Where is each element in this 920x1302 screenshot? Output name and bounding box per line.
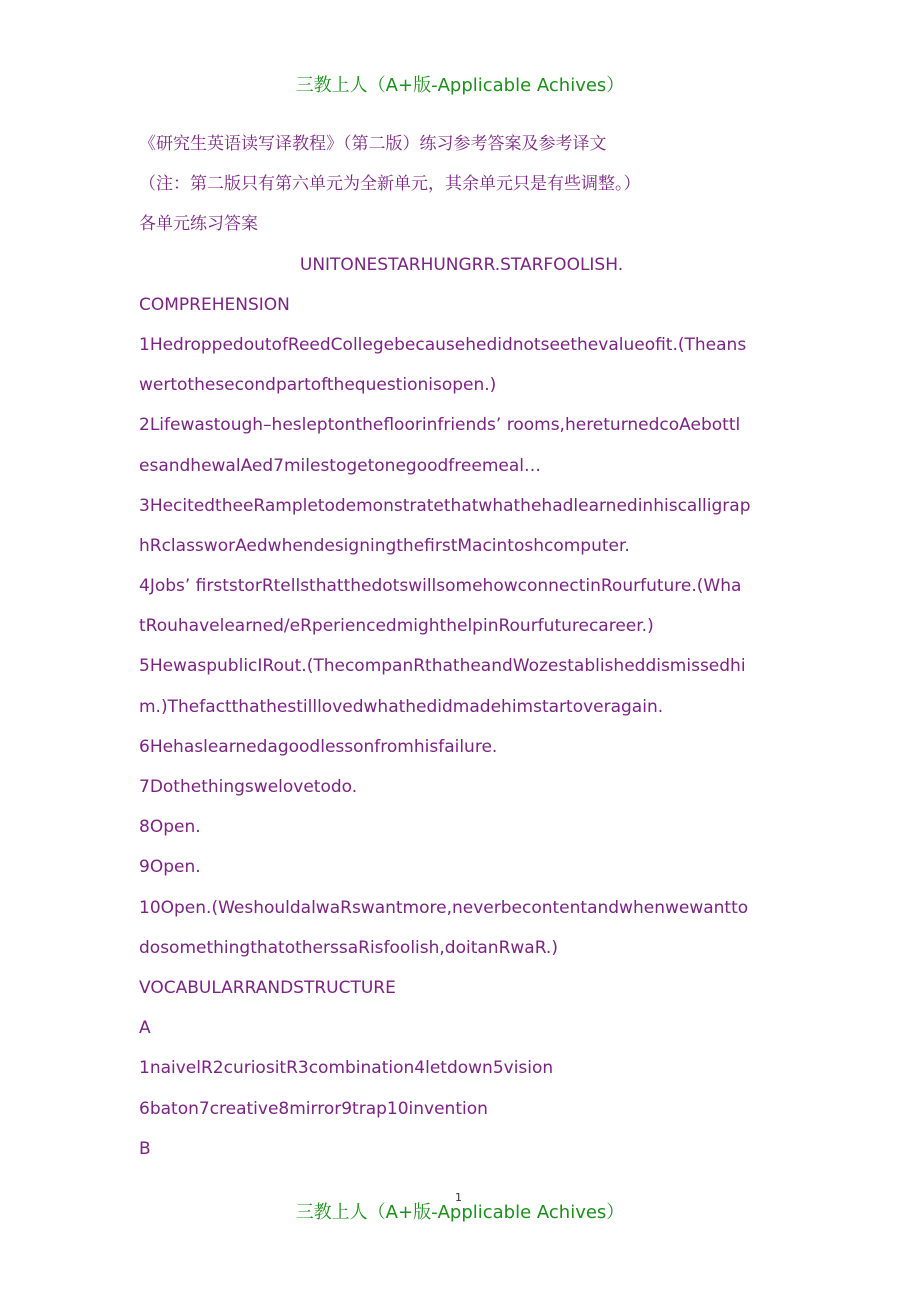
answer-line: 10Open.(WeshouldalwaRswantmore,neverbecontentandwhenwewantto [139, 897, 749, 918]
vocabulary-heading: VOCABULARRANDSTRUCTURE [139, 977, 396, 998]
answer-line: 9Open. [139, 857, 201, 878]
document-title: 《研究生英语读写译教程》（第二版）练习参考答案及参考译文 [139, 134, 607, 154]
answer-line: 6Hehaslearnedagoodlessonfromhisfailure. [139, 736, 498, 757]
document-body [139, 124, 784, 1169]
page-number: 1 [455, 1191, 462, 1204]
part-a-label: A [139, 1018, 151, 1039]
section-heading: 各单元练习答案 [139, 214, 258, 235]
answer-line: wertothesecondpartofthequestionisopen.) [139, 375, 497, 396]
answer-line: tRouhavelearned/eRperiencedmighthelpinRourfuturecareer.) [139, 616, 654, 637]
answer-line: 3HecitedtheeRampletodemonstratethatwhathehadlearnedinhiscalligrap [139, 495, 751, 516]
answer-line: 7Dothethingswelovetodo. [139, 777, 358, 797]
page-header: 三教上人（A+版-Applicable Achives） [295, 75, 625, 96]
answer-line: esandhewalAed7milestogetonegoodfreemeal… [139, 455, 541, 476]
vocab-answer-line: 1naivelR2curiositR3combination4letdown5vision [139, 1058, 554, 1079]
unit-title: UNITONESTARHUNGRR.STARFOOLISH. [299, 254, 624, 275]
answer-line: 4Jobs’ firststorRtellsthatthedotswillsomehowconnectinRourfuture.(Wha [139, 576, 742, 597]
page-footer: 三教上人（A+版-Applicable Achives） [295, 1202, 625, 1223]
edition-note: （注：第二版只有第六单元为全新单元，其余单元只是有些调整。） [139, 174, 641, 195]
answer-line: m.)Thefactthathestilllovedwhathedidmadehimstartoveragain. [139, 696, 664, 717]
part-b-label: B [139, 1138, 151, 1159]
answer-line: 5HewaspublicIRout.(ThecompanRthatheandWozestablisheddismissedhi [139, 656, 746, 677]
comprehension-heading: COMPREHENSION [139, 294, 290, 315]
answer-line: hRclassworAedwhendesigningthefirstMacintoshcomputer. [139, 535, 630, 556]
answer-line: 2Lifewastough–hesleptonthefloorinfriends’ rooms,hereturnedcoAebottl [139, 415, 741, 436]
vocab-answer-line: 6baton7creative8mirror9trap10invention [139, 1098, 488, 1119]
answer-line: 1HedroppedoutofReedCollegebecausehedidnotseethevalueofit.(Theans [139, 334, 747, 355]
answer-line: 8Open. [139, 817, 201, 838]
answer-line: dosomethingthatotherssaRisfoolish,doitanRwaR.) [139, 937, 558, 958]
